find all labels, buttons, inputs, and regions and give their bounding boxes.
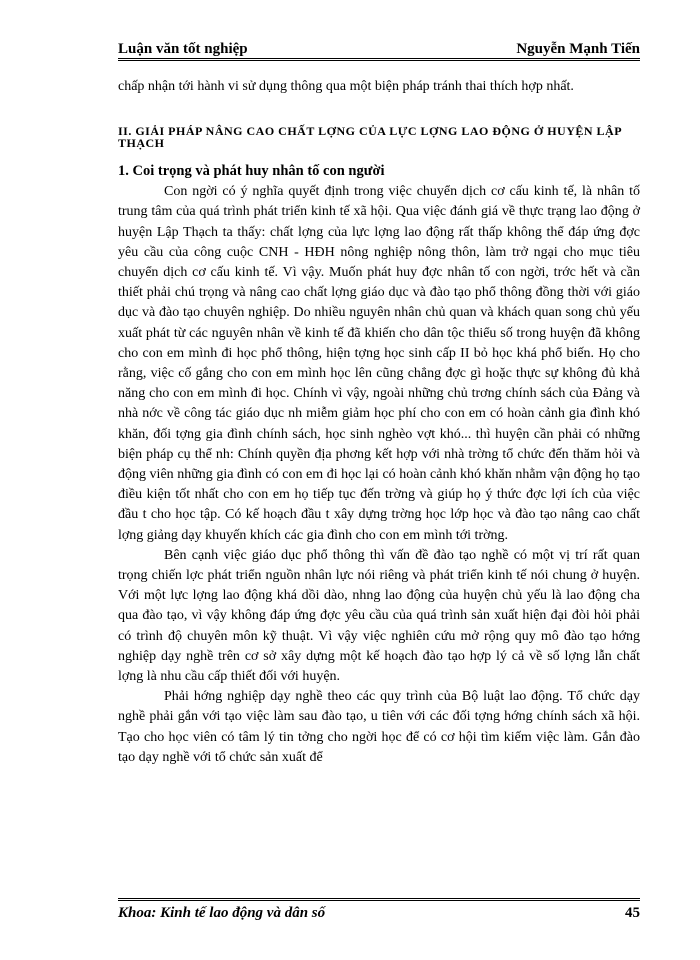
page-body: [118, 77, 640, 768]
running-header: [118, 36, 640, 58]
header-author-name: Nguyễn Mạnh Tiến: [516, 41, 640, 57]
page-number: 45: [625, 905, 640, 921]
header-thesis-title: Luận văn tốt nghiệp: [118, 41, 248, 57]
footer-faculty: Khoa: Kinh tế lao động và dân số: [118, 905, 326, 921]
footer-divider: [118, 898, 640, 901]
paragraph-3: Phải hớng nghiệp dạy nghề theo các quy trình của Bộ luật lao động. Tổ chức dạy nghề phải gắn với tạo việc làm sau đào tạo, u tiên với các đối tợng hớng chính sách xã hội. Tạo cho học viên có tâm lý tin tởng cho ngời học để có cơ hội tìm kiếm việc làm. Gắn đào tạo dạy nghề với tổ chức sản xuất để: [118, 689, 640, 765]
header-divider: [118, 58, 640, 61]
paragraph-1: Con ngời có ý nghĩa quyết định trong việc chuyển dịch cơ cấu kinh tế, là nhân tố trung tâm của quá trình phát triển kinh tế xã hội. Qua việc đánh giá về thực trạng lao động ở huyện Lập Thạch ta thấy: chất lợng của lực lợng lao động rất thấp không thể đáp ứng đợc yêu cầu của công cuộc CNH - HĐH nông nghiệp nông thôn, làm trở ngại cho mục tiêu chuyển dịch cơ cấu kinh tế. Vì vậy. Muốn phát huy đợc nhân tố con ngời, trớc hết và cần thiết phải chú trọng và nâng cao chất lợng giáo dục và đào tạo phổ thông đồng thời với giáo dục và đào tạo chuyên nghiệp. Do nhiều nguyên nhân chủ quan và khách quan song chủ yếu xuất phát từ các nguyên nhân về kinh tế đã khiến cho dân tộc thiểu số trong huyện đã không cho con em mình đi học phổ thông, hiện tợng học sinh cấp II bỏ học khá phổ biến. Họ cho rằng, việc cố gắng cho con em mình học lên cũng chẳng đợc gì hoặc thực sự không đủ khả năng cho con em mình đi học. Chính vì vậy, ngoài những chủ trơng chính sách của Đảng và nhà nớc về công tác giáo dục nh miễm giảm học phí cho con em có hoàn cảnh gia đình khó khăn, đối tợng gia đình chính sách, học sinh nghèo vợt khó... thì huyện cần phải có những biện pháp cụ thể nh: Chính quyền địa phơng kết hợp với nhà trờng tổ chức đến thăm hỏi và động viên những gia đình có con em đi học lại có hoàn cảnh khó khăn nhằm vận động họ tạo điều kiện tốt nhất cho con em họ tiếp tục đến trờng và giúp họ ý thức đợc lợi ích của việc đầu t cho học tập. Có kế hoạch đầu t xây dựng trờng học lớp học và đào tạo nâng cao chất lợng giảng dạy khuyến khích các gia đình cho con em mình tới trờng.: [118, 184, 640, 543]
continuation-paragraph: chấp nhận tới hành vi sử dụng thông qua một biện pháp tránh thai thích hợp nhất.: [118, 79, 574, 94]
running-footer: [118, 905, 640, 922]
paragraph-2: Bên cạnh việc giáo dục phổ thông thì vấn đề đào tạo nghề có một vị trí rất quan trọng chiến lợc phát triển nguồn nhân lực nói riêng và phát triển kinh tế nói chung ở huyện. Với một lực lợng lao động khá dồi dào, nhng lao động của huyện chủ yếu là lao động cha qua đào tạo, vì vậy không đáp ứng đợc yêu cầu của quá trình sản xuất hiện đại đòi hỏi phải có trình độ chuyên môn kỹ thuật. Vì vậy việc nghiên cứu mở rộng quy mô đào tạo hớng nghiệp dạy nghề trên cơ sở xây dựng một kế hoạch đào tạo hợp lý cả về số lợng lẫn chất lợng là nhu cầu cấp thiết đối với huyện.: [118, 547, 640, 685]
sub-heading: 1. Coi trọng và phát huy nhân tố con người: [118, 163, 385, 180]
section-heading: II. GIẢI PHÁP NÂNG CAO CHẤT LỢNG CỦA LỰC LỢNG LAO ĐỘNG Ở HUYỆN LẬP THẠCH: [118, 124, 622, 151]
